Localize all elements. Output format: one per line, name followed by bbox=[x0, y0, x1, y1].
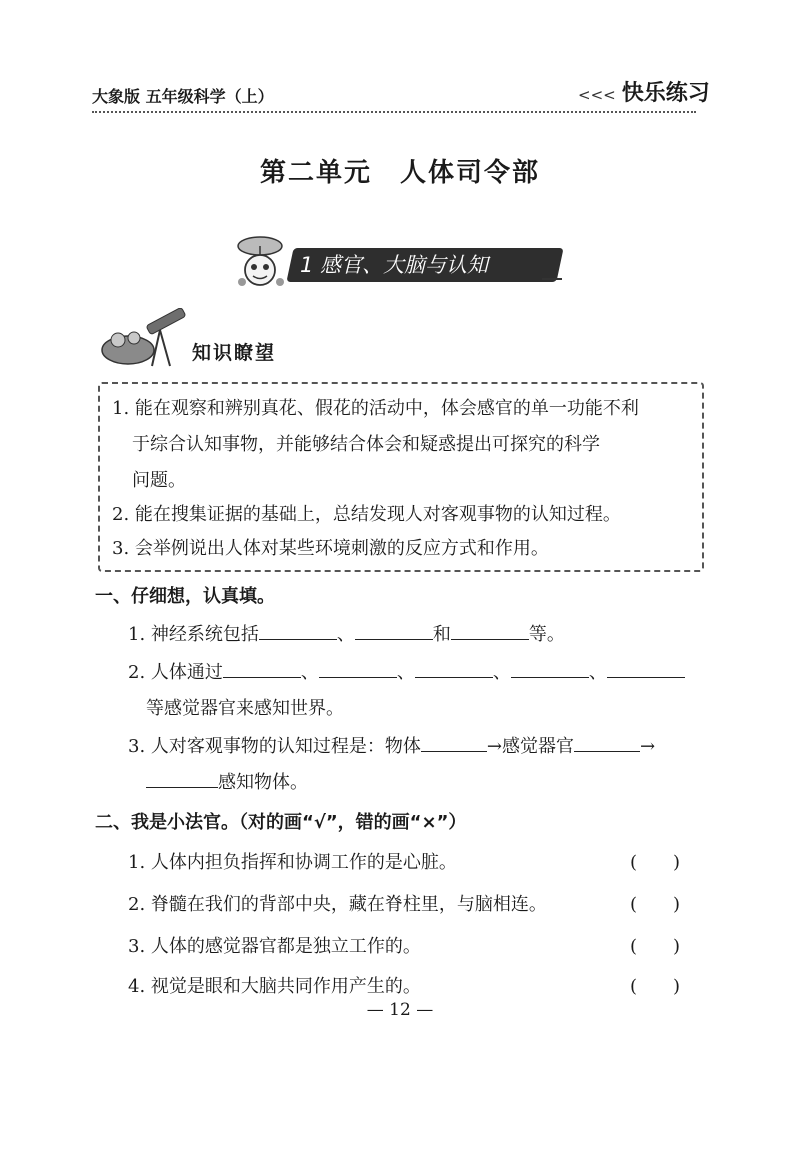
judge-question-2: 2. 脊髓在我们的背部中央，藏在脊柱里，与脑相连。 bbox=[128, 894, 547, 915]
question-text: 3. 人对客观事物的认知过程是：物体 bbox=[128, 736, 421, 757]
goal-line: 于综合认知事物，并能够结合体会和疑惑提出可探究的科学 bbox=[132, 434, 600, 455]
separator: 、 bbox=[588, 662, 607, 683]
arrow-icon: → bbox=[640, 736, 656, 757]
telescope-icon bbox=[100, 308, 190, 370]
question-3-line2 bbox=[146, 768, 308, 794]
page-number: — 12 — bbox=[366, 1000, 434, 1020]
chevron-left-icon: <<< bbox=[578, 86, 616, 104]
separator: 、 bbox=[492, 662, 511, 683]
goal-line: 2. 能在搜集证据的基础上，总结发现人对客观事物的认知过程。 bbox=[112, 504, 621, 525]
learning-goals-box bbox=[98, 382, 704, 572]
answer-blank[interactable] bbox=[415, 659, 493, 678]
answer-blank[interactable] bbox=[607, 659, 685, 678]
section2-title: 二、我是小法官。（对的画“√”，错的画“×”） bbox=[95, 812, 467, 833]
section1-title: 一、仔细想，认真填。 bbox=[95, 586, 275, 607]
conjunction: 和 bbox=[432, 624, 451, 645]
goal-line: 1. 能在观察和辨别真花、假花的活动中，体会感官的单一功能不利 bbox=[112, 398, 639, 419]
question-2-line2: 等感觉器官来感知世界。 bbox=[146, 698, 344, 719]
question-end: 等。 bbox=[528, 624, 565, 645]
fill-question-2 bbox=[128, 658, 685, 684]
judge-question-1: 1. 人体内担负指挥和协调工作的是心脏。 bbox=[128, 852, 457, 873]
book-title: 大象版 五年级科学（上） bbox=[92, 87, 274, 106]
answer-blank[interactable] bbox=[355, 621, 433, 640]
judge-question-3: 3. 人体的感觉器官都是独立工作的。 bbox=[128, 936, 421, 957]
answer-blank[interactable] bbox=[451, 621, 529, 640]
answer-parentheses[interactable]: ( ) bbox=[630, 976, 681, 997]
unit-title: 第二单元 人体司令部 bbox=[259, 158, 540, 188]
header-divider bbox=[92, 111, 696, 113]
question-end: 感知物体。 bbox=[218, 772, 308, 793]
answer-blank[interactable] bbox=[259, 621, 337, 640]
arrow-icon: → bbox=[486, 736, 502, 757]
lesson-title: 1 感官、大脑与认知 bbox=[300, 253, 489, 277]
answer-blank[interactable] bbox=[146, 769, 218, 788]
goal-line: 问题。 bbox=[132, 470, 186, 491]
answer-parentheses[interactable]: ( ) bbox=[630, 894, 681, 915]
answer-blank[interactable] bbox=[319, 659, 397, 678]
banner-underline bbox=[542, 278, 562, 280]
goal-line: 3. 会举例说出人体对某些环境刺激的反应方式和作用。 bbox=[112, 538, 549, 559]
series-title bbox=[578, 76, 710, 107]
answer-parentheses[interactable]: ( ) bbox=[630, 852, 681, 873]
answer-blank[interactable] bbox=[574, 733, 640, 752]
fill-question-3 bbox=[128, 732, 655, 758]
answer-blank[interactable] bbox=[421, 733, 487, 752]
knowledge-label: 知识瞭望 bbox=[192, 342, 277, 364]
separator: 、 bbox=[336, 624, 355, 645]
lesson-banner bbox=[230, 232, 566, 292]
fill-question-1 bbox=[128, 620, 565, 646]
separator: 、 bbox=[396, 662, 415, 683]
separator: 、 bbox=[300, 662, 319, 683]
answer-blank[interactable] bbox=[511, 659, 589, 678]
answer-parentheses[interactable]: ( ) bbox=[630, 936, 681, 957]
series-label: 快乐练习 bbox=[621, 81, 710, 106]
knowledge-heading bbox=[100, 308, 290, 368]
question-text: 2. 人体通过 bbox=[128, 662, 223, 683]
organ-label: 感觉器官 bbox=[502, 736, 574, 757]
question-text: 1. 神经系统包括 bbox=[128, 624, 259, 645]
answer-blank[interactable] bbox=[223, 659, 301, 678]
judge-question-4: 4. 视觉是眼和大脑共同作用产生的。 bbox=[128, 976, 421, 997]
